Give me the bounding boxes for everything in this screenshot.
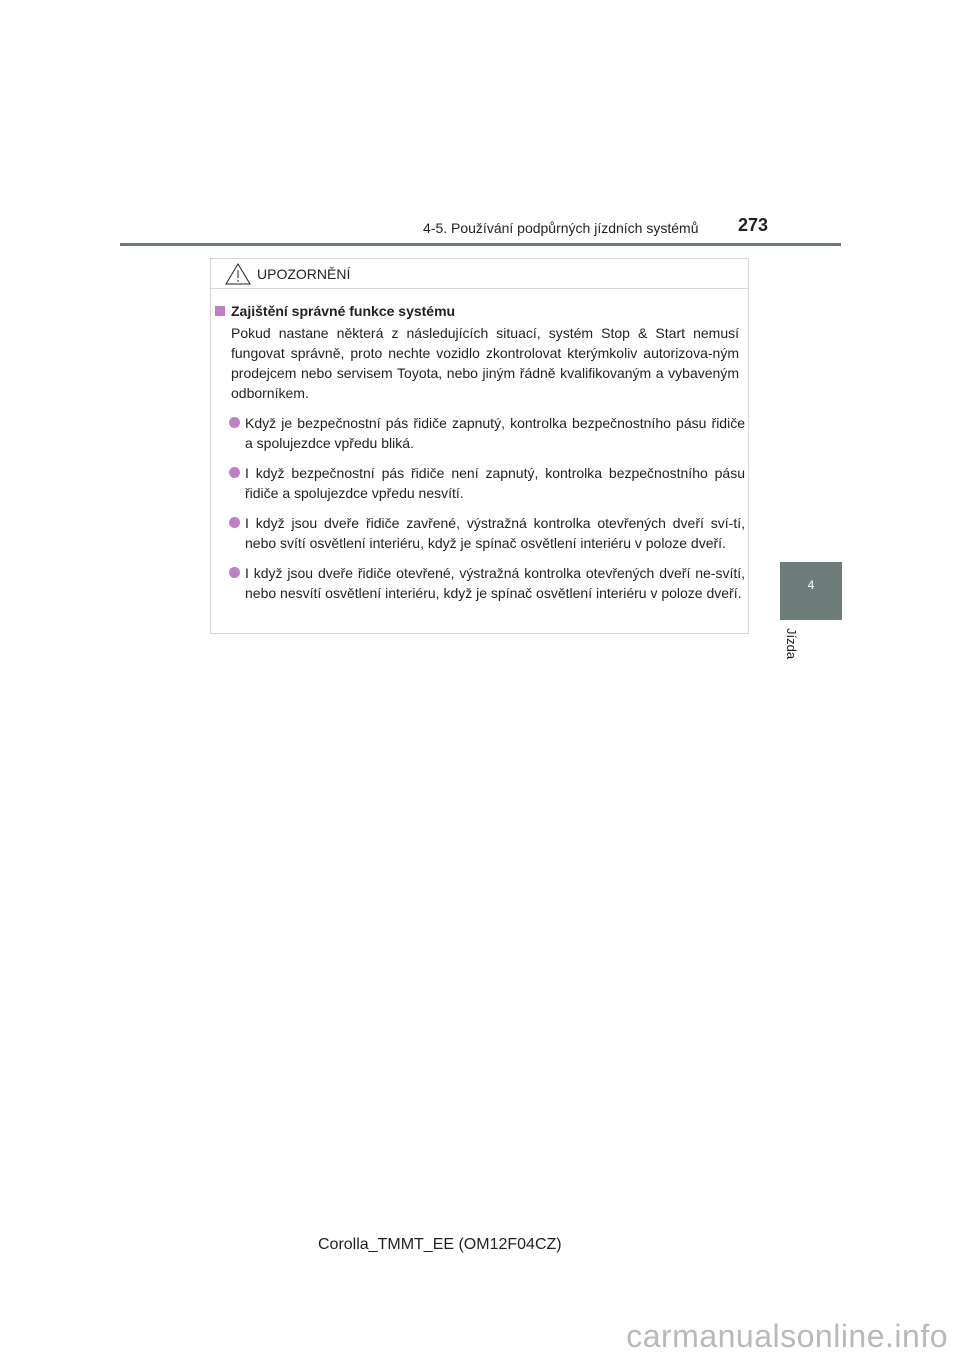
list-item-text: I když jsou dveře řidiče zavřené, výstražná kontrolka otevřených dveří sví-tí, nebo svítí osvětlení interiéru, když je spínač osvětlení interiéru v poloze dveří.	[245, 515, 745, 551]
list-item	[245, 513, 745, 553]
list-item-text: I když jsou dveře řidiče otevřené, výstražná kontrolka otevřených dveří ne-svítí, nebo nesvítí osvětlení interiéru, když je spínač osvětlení interiéru v poloze dveří.	[245, 565, 745, 601]
bullet-dot-icon	[229, 467, 240, 478]
section-heading	[215, 301, 743, 321]
footer-model-code: Corolla_TMMT_EE (OM12F04CZ)	[318, 1236, 562, 1253]
section-title: 4-5. Používání podpůrných jízdních systémů	[423, 220, 699, 236]
header-rule	[120, 243, 841, 246]
warning-header	[211, 259, 748, 289]
chapter-tab[interactable]	[780, 562, 842, 620]
bullet-dot-icon	[229, 417, 240, 428]
square-bullet-icon	[215, 306, 225, 316]
warning-title: UPOZORNĚNÍ	[257, 265, 351, 282]
list-item-text: Když je bezpečnostní pás řidiče zapnutý, kontrolka bezpečnostního pásu řidiče a spolujezdce vpředu bliká.	[245, 415, 745, 451]
chapter-number: 4	[807, 578, 815, 592]
page-number: 273	[738, 215, 769, 235]
section-heading-text: Zajištění správné funkce systému	[231, 303, 456, 319]
watermark[interactable]: carmanualsonline.info	[626, 1318, 948, 1354]
list-item	[245, 563, 745, 603]
warning-box	[210, 258, 749, 634]
list-item	[245, 463, 745, 503]
warning-section	[215, 301, 743, 603]
chapter-name: Jízda	[784, 628, 799, 660]
warning-triangle-icon	[225, 263, 251, 285]
intro-paragraph: Pokud nastane některá z následujících situací, systém Stop & Start nemusí fungovat správně, proto nechte vozidlo zkontrolovat kterýmkoliv autorizova-ným prodejcem nebo servisem Toyota, nebo jiným řádně kvalifikovaným a vybaveným odborníkem.	[231, 325, 739, 401]
list-item	[245, 413, 745, 453]
bullet-dot-icon	[229, 517, 240, 528]
bullet-dot-icon	[229, 567, 240, 578]
list-item-text: I když bezpečnostní pás řidiče není zapnutý, kontrolka bezpečnostního pásu řidiče a spolujezdce vpředu nesvítí.	[245, 465, 745, 501]
